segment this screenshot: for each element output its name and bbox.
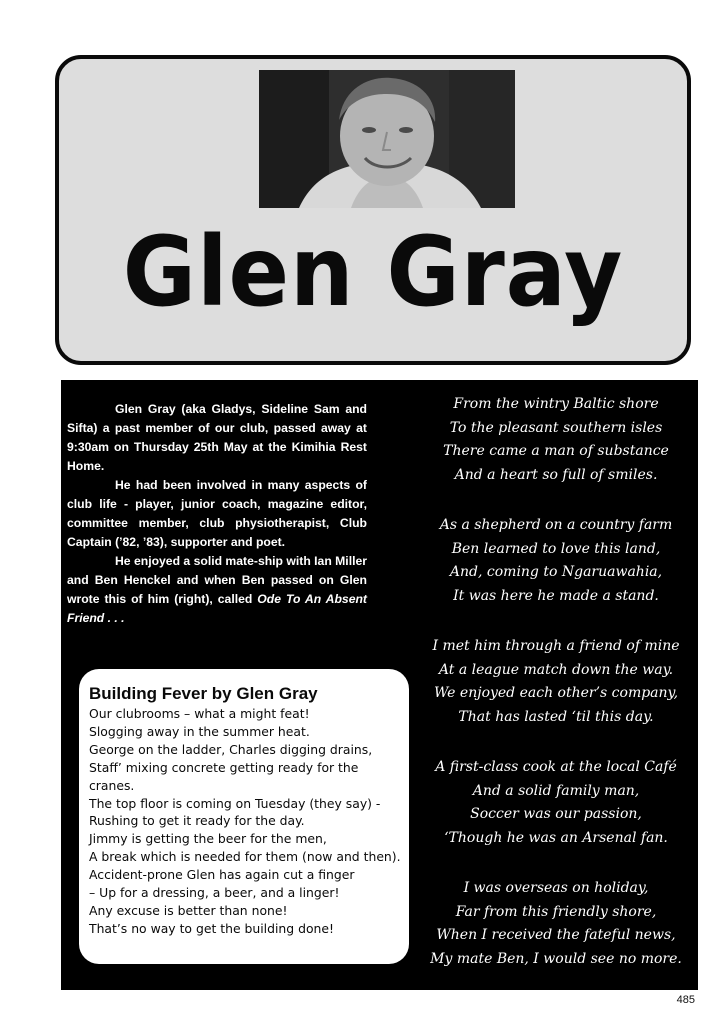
poem-line: Slogging away in the summer heat.: [89, 723, 310, 739]
ode-stanza: [416, 393, 696, 487]
ode-line: I met him through a friend of mine: [432, 638, 680, 654]
portrait-image: [259, 70, 515, 208]
poem-line: Jimmy is getting the beer for the men,: [89, 831, 327, 847]
ode-line: Ben learned to love this land,: [451, 540, 661, 557]
poem-line: Rushing to get it ready for the day.: [89, 813, 305, 829]
ode-poem: [416, 393, 696, 998]
page-title: Glen Gray: [122, 216, 624, 328]
poem-line: Accident-prone Glen has again cut a finger: [89, 867, 355, 883]
ode-line: It was here he made a stand.: [453, 587, 659, 604]
ode-line: I was overseas on holiday,: [463, 880, 649, 896]
poem-line: cranes.: [89, 777, 135, 793]
poem-line: Any excuse is better than none!: [89, 902, 288, 918]
ode-stanza: [416, 514, 696, 608]
ode-line: A first-class cook at the local Café: [435, 759, 677, 775]
ode-line: We enjoyed each other’s company,: [433, 685, 679, 701]
intro-text: [67, 400, 367, 628]
ode-stanza: [416, 756, 696, 850]
ode-line: And a solid family man,: [472, 782, 640, 799]
ode-line: ‘Though he was an Arsenal fan.: [444, 829, 668, 846]
content-panel: [61, 380, 698, 990]
ode-line: Far from this friendly shore,: [455, 903, 657, 920]
poem-line: That’s no way to get the building done!: [89, 920, 334, 936]
poem-line: The top floor is coming on Tuesday (they say) -: [89, 795, 381, 811]
ode-stanza: [416, 877, 696, 971]
ode-line: And, coming to Ngaruawahia,: [449, 564, 663, 580]
intro-paragraph: He had been involved in many aspects of club life - player, junior coach, magazine editor, committee member, club physiotherapist, Club Captain (’82, ’83), supporter and poet.: [67, 478, 367, 549]
ode-line: To the pleasant southern isles: [449, 419, 663, 436]
building-fever-poem-box: [79, 669, 409, 964]
ode-line: When I received the fateful news,: [436, 927, 676, 943]
poem-line: George on the ladder, Charles digging drains,: [89, 741, 373, 757]
ode-line: There came a man of substance: [443, 443, 669, 459]
ode-line: My mate Ben, I would see no more.: [430, 950, 682, 967]
ode-line: And a heart so full of smiles.: [454, 466, 658, 483]
page-number: 485: [676, 994, 695, 1006]
intro-paragraph-text: He enjoyed a solid mate-ship with Ian Miller and Ben Henckel and when Ben passed on Glen wrote this of him (right), called: [67, 554, 367, 606]
ode-line: At a league match down the way.: [438, 661, 674, 678]
ode-stanza: [416, 635, 696, 729]
poem-title: Building Fever by Glen Gray: [89, 684, 318, 703]
ode-line: That has lasted ‘til this day.: [458, 708, 654, 725]
ode-line: As a shepherd on a country farm: [439, 517, 673, 533]
poem-line: – Up for a dressing, a beer, and a linger!: [89, 885, 340, 901]
ode-title-reference: Ode To An Absent Friend . . .: [67, 592, 367, 625]
ode-line: From the wintry Baltic shore: [453, 396, 659, 412]
intro-paragraph: [67, 552, 367, 628]
poem-line: A break which is needed for them (now and then).: [89, 849, 401, 865]
intro-paragraph: Glen Gray (aka Gladys, Sideline Sam and Sifta) a past member of our club, passed away at 9:30am on Thursday 25th May at the Kimihia Rest Home.: [67, 402, 367, 473]
portrait-photo: [259, 70, 515, 208]
header-box: [55, 55, 691, 365]
poem-line: Our clubrooms – what a might feat!: [89, 706, 310, 721]
poem-line: Staff’ mixing concrete getting ready for the: [89, 759, 359, 775]
ode-line: Soccer was our passion,: [470, 806, 642, 822]
